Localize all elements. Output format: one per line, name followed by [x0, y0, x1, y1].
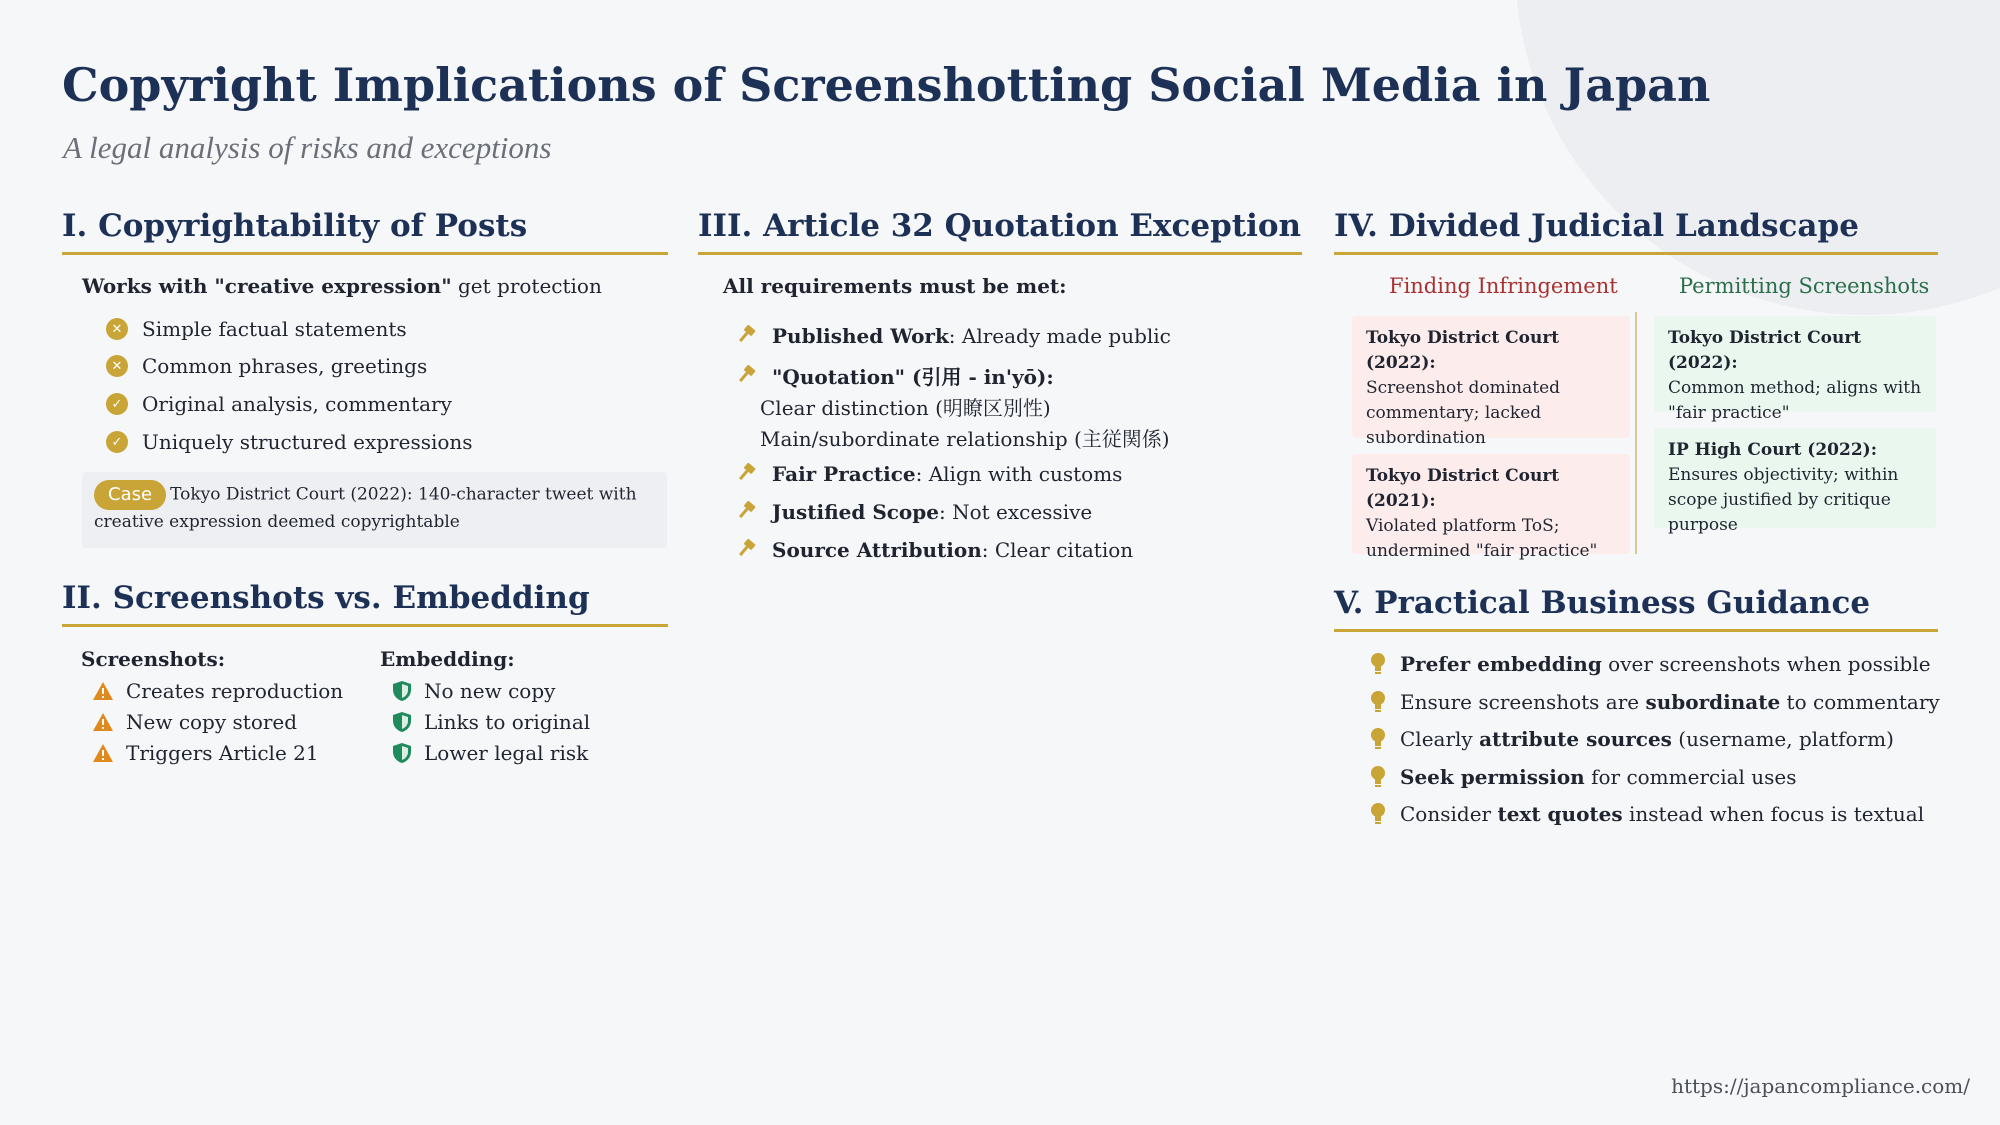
decorative-circle — [1515, 0, 2000, 315]
list-item: Published Work: Already made public — [736, 324, 1171, 348]
warning-icon — [92, 743, 114, 763]
gavel-icon — [736, 501, 758, 523]
gavel-icon — [736, 539, 758, 561]
section-3-intro: All requirements must be met: — [723, 274, 1067, 298]
gavel-icon — [736, 463, 758, 485]
page-title: Copyright Implications of Screenshotting Social Media in Japan — [62, 58, 1711, 112]
list-item: Triggers Article 21 — [92, 741, 319, 765]
list-item: Links to original — [392, 710, 590, 734]
list-item: ✓ Original analysis, commentary — [106, 392, 452, 416]
case-card: Tokyo District Court (2022): Common method; aligns with "fair practice" — [1654, 316, 1936, 412]
sub-item: Main/subordinate relationship (主従関係) — [760, 427, 1170, 451]
list-item: Seek permission for commercial uses — [1370, 765, 1797, 789]
x-circle-icon: ✕ — [106, 355, 128, 377]
list-item: ✕ Simple factual statements — [106, 317, 407, 341]
lightbulb-icon — [1370, 766, 1386, 788]
list-item: Consider text quotes instead when focus is textual — [1370, 802, 1924, 826]
lightbulb-icon — [1370, 691, 1386, 713]
lightbulb-icon — [1370, 803, 1386, 825]
list-item: New copy stored — [92, 710, 297, 734]
case-callout: Case Tokyo District Court (2022): 140-character tweet with creative expression deemed copyrightable — [82, 472, 667, 548]
list-item: Creates reproduction — [92, 679, 343, 703]
list-item: Lower legal risk — [392, 741, 588, 765]
section-1-intro: Works with "creative expression" get protection — [82, 274, 602, 298]
list-item: "Quotation" (引用 - in'yō): — [736, 361, 1054, 390]
list-item: ✕ Common phrases, greetings — [106, 354, 427, 378]
list-item: ✓ Uniquely structured expressions — [106, 430, 473, 454]
list-item: Ensure screenshots are subordinate to commentary — [1370, 690, 1940, 714]
list-item: Clearly attribute sources (username, platform) — [1370, 727, 1894, 751]
case-card: Tokyo District Court (2022): Screenshot dominated commentary; lacked subordination — [1352, 316, 1630, 438]
embedding-label: Embedding: — [380, 647, 515, 671]
case-badge: Case — [94, 480, 166, 510]
check-circle-icon: ✓ — [106, 393, 128, 415]
section-2-heading: II. Screenshots vs. Embedding — [62, 580, 668, 627]
lightbulb-icon — [1370, 728, 1386, 750]
page-subtitle: A legal analysis of risks and exceptions — [63, 130, 552, 165]
permitting-column-heading: Permitting Screenshots — [1679, 274, 1930, 298]
shield-icon — [392, 680, 412, 702]
x-circle-icon: ✕ — [106, 318, 128, 340]
infringement-column-heading: Finding Infringement — [1389, 274, 1618, 298]
gavel-icon — [736, 325, 758, 347]
list-item: Fair Practice: Align with customs — [736, 462, 1122, 486]
lightbulb-icon — [1370, 653, 1386, 675]
sub-item: Clear distinction (明瞭区別性) — [760, 396, 1051, 420]
shield-icon — [392, 742, 412, 764]
check-circle-icon: ✓ — [106, 431, 128, 453]
section-5-heading: V. Practical Business Guidance — [1334, 585, 1938, 632]
list-item: Source Attribution: Clear citation — [736, 538, 1133, 562]
list-item: Justified Scope: Not excessive — [736, 500, 1092, 524]
case-card: IP High Court (2022): Ensures objectivity; within scope justified by critique purpose — [1654, 428, 1936, 528]
list-item: No new copy — [392, 679, 555, 703]
column-divider — [1635, 312, 1637, 554]
warning-icon — [92, 712, 114, 732]
section-1-heading: I. Copyrightability of Posts — [62, 208, 668, 255]
gavel-icon — [736, 365, 758, 387]
warning-icon — [92, 681, 114, 701]
screenshots-label: Screenshots: — [81, 647, 226, 671]
shield-icon — [392, 711, 412, 733]
section-4-heading: IV. Divided Judicial Landscape — [1334, 208, 1938, 255]
list-item: Prefer embedding over screenshots when possible — [1370, 652, 1931, 676]
section-3-heading: III. Article 32 Quotation Exception — [698, 208, 1302, 255]
footer-url[interactable]: https://japancompliance.com/ — [1671, 1074, 1970, 1098]
case-card: Tokyo District Court (2021): Violated platform ToS; undermined "fair practice" — [1352, 454, 1630, 554]
